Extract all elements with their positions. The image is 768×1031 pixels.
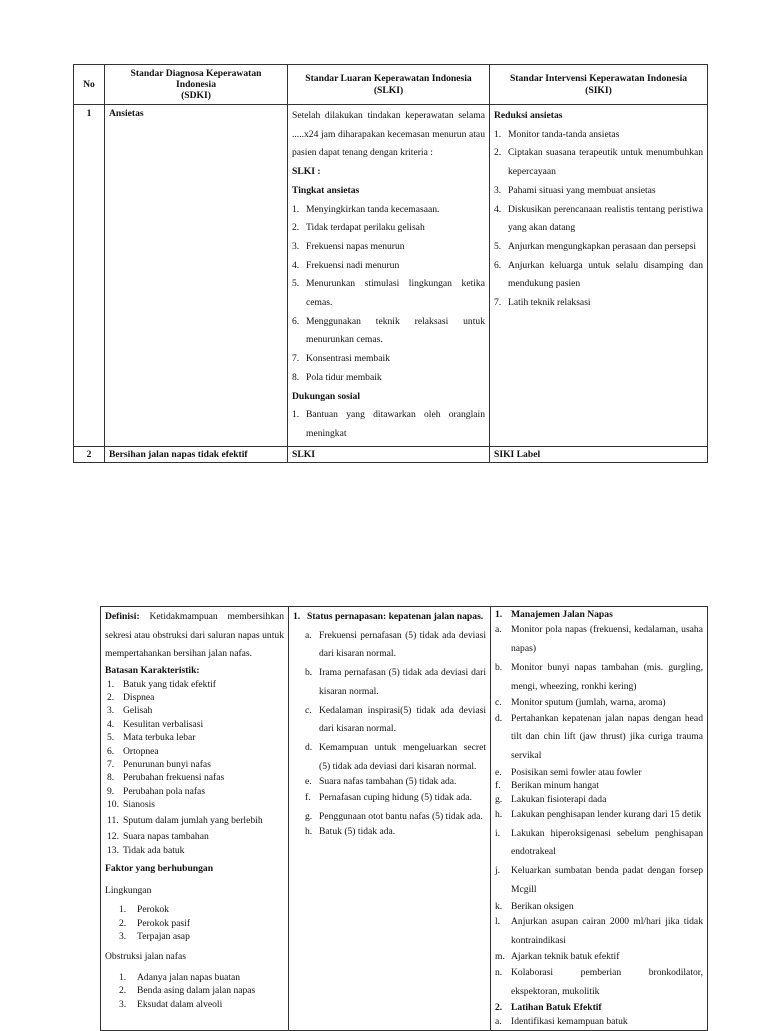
list-item: a. Identifikasi kemampuan batuk [495, 1015, 628, 1027]
list-item: e. Suara nafas tambahan (5) tidak ada. [305, 776, 457, 788]
list-item: l. Anjurkan asupan cairan 2000 ml/hari jika tidak kontraindikasi [495, 915, 703, 946]
list-item: b. Monitor bunyi napas tambahan (mis. gurgling, mengi, wheezing, ronkhi kering) [495, 661, 703, 692]
list-item: 3. Terpajan asap [119, 930, 190, 942]
list-item: 7. Latih teknik relaksasi [494, 297, 591, 309]
slki-label: SLKI : [292, 166, 321, 178]
list-item: 3. Eksudat dalam alveoli [119, 998, 223, 1010]
list-item: 1. Adanya jalan napas buatan [119, 971, 241, 983]
dukungan-sosial-list [292, 406, 485, 443]
obstruksi-label: Obstruksi jalan nafas [105, 951, 186, 963]
list-item: k. Berikan oksigen [495, 900, 574, 912]
obstruksi-list [105, 971, 284, 1011]
table-continued [100, 606, 708, 1031]
latihan-batuk-list [495, 1015, 703, 1028]
slki-cell: SLKI [288, 446, 490, 462]
table-row [101, 607, 708, 1031]
definisi: Definisi: Ketidakmampuan membersihkan sekresi atau obstruksi dari saluran napas untuk mempertahankan bersihan jalan nafas. [105, 611, 284, 660]
lingkungan-list [105, 903, 284, 943]
list-item: g. Lakukan fisioterapi dada [495, 793, 607, 805]
intervention-cell [491, 607, 708, 1031]
list-item: 1. Batuk yang tidak efektif [107, 678, 216, 690]
list-item: 4. Frekuensi nadi menurun [292, 259, 400, 271]
list-item: 2. Tidak terdapat perilaku gelisah [292, 222, 425, 234]
header-no: No [74, 65, 105, 105]
list-item: g. Penggunaan otot bantu nafas (5) tidak ada. [305, 810, 483, 822]
lingkungan-label: Lingkungan [105, 884, 152, 896]
row-number: 1 [74, 105, 105, 447]
list-item: e. Posisikan semi fowler atau fowler [495, 766, 642, 778]
list-item: 6. Ortopnea [107, 745, 159, 757]
list-item: 5. Menurunkan stimulasi lingkungan ketika cemas. [292, 278, 485, 309]
list-item: h. Lakukan penghisapan lender kurang dari 15 detik [495, 809, 702, 821]
list-item: n. Kolaborasi pemberian bronkodilator, ekspektoran, mukolitik [495, 966, 703, 997]
faktor-title: Faktor yang berhubungan [105, 863, 214, 875]
table-row [74, 446, 708, 462]
header-slki: Standar Luaran Keperawatan Indonesia (SLKI) [288, 65, 490, 105]
list-item: f. Berikan minum hangat [495, 780, 599, 792]
list-item: f. Pernafasan cuping hidung (5) tidak ada. [305, 791, 472, 803]
reduksi-ansietas-list [494, 126, 703, 313]
list-item: 2. Dispnea [107, 691, 155, 703]
header-sdki: Standar Diagnosa Keperawatan Indonesia (SDKI) [105, 65, 288, 105]
table-top [73, 64, 708, 463]
row-number: 2 [74, 446, 105, 462]
outcome-cell [289, 607, 491, 1031]
list-item: 8. Pola tidur membaik [292, 371, 382, 383]
list-item: 6. Menggunakan teknik relaksasi untuk menurunkan cemas. [292, 315, 485, 346]
batasan-title: Batasan Karakteristik: [105, 665, 200, 677]
list-item: c. Kedalaman inspirasi(5) tidak ada deviasi dari kisaran normal. [305, 704, 486, 735]
tingkat-ansietas-list [292, 201, 485, 388]
reduksi-ansietas-title: Reduksi ansietas [494, 110, 563, 121]
list-item: 3. Frekuensi napas menurun [292, 240, 405, 252]
list-item: a. Monitor pola napas (frekuensi, kedalaman, usaha napas) [495, 624, 703, 655]
header-siki: Standar Intervensi Keperawatan Indonesia (SIKI) [490, 65, 708, 105]
diagnosis-cell: Bersihan jalan napas tidak efektif [105, 446, 288, 462]
list-item: 5. Mata terbuka lebar [107, 732, 196, 744]
status-pernapasan-list [293, 627, 486, 839]
list-item: i. Lakukan hiperoksigenasi sebelum penghisapan endotrakeal [495, 827, 703, 858]
list-item: 13. Tidak ada batuk [107, 844, 185, 856]
slki-cell [288, 105, 490, 447]
list-item: 2. Benda asing dalam jalan napas [119, 985, 256, 997]
list-item: 2. Ciptakan suasana terapeutik untuk menumbuhkan kepercayaan [494, 147, 703, 178]
list-item: 12. Suara napas tambahan [107, 831, 209, 843]
list-item: j. Keluarkan sumbatan benda padat dengan forsep Mcgill [495, 865, 703, 895]
list-item: c. Monitor sputum (jumlah, warna, aroma) [495, 697, 666, 709]
list-item: 9. Perubahan pola nafas [107, 785, 206, 797]
list-item: 3. Gelisah [107, 705, 153, 717]
manajemen-jalan-napas-list [495, 621, 703, 1001]
latihan-batuk-title: 2. Latihan Batuk Efektif [495, 1002, 602, 1014]
list-item: d. Kemampuan untuk mengeluarkan secret (5) tidak ada deviasi dari kisaran normal. [305, 741, 486, 772]
list-item: 1. Menyingkirkan tanda kecemasaan. [292, 203, 440, 215]
list-item: 3. Pahami situasi yang membuat ansietas [494, 184, 656, 196]
status-pernapasan-title: 1. Status pernapasan: kepatenan jalan napas. [293, 611, 484, 622]
list-item: 10. Sianosis [107, 799, 155, 811]
diagnosis-cell: Ansietas [105, 105, 288, 447]
list-item: h. Batuk (5) tidak ada. [305, 826, 396, 838]
list-item: 7. Konsentrasi membaik [292, 353, 390, 365]
list-item: 2. Perokok pasif [119, 917, 191, 929]
batasan-list [105, 678, 284, 858]
list-item: 8. Perubahan frekuensi nafas [107, 772, 225, 784]
list-item: a. Frekuensi pernafasan (5) tidak ada deviasi dari kisaran normal. [305, 629, 486, 660]
list-item: 11. Sputum dalam jumlah yang berlebih [107, 814, 263, 826]
list-item: 1. Perokok [119, 904, 169, 916]
list-item: 5. Anjurkan mengungkapkan perasaan dan persepsi [494, 240, 697, 252]
table-header-row [74, 65, 708, 105]
list-item: d. Pertahankan kepatenan jalan napas dengan head tilt dan chin lift (jaw thrust) jika curiga trauma servikal [495, 712, 703, 762]
tingkat-ansietas-title: Tingkat ansietas [292, 184, 360, 196]
list-item: 4. Diskusikan perencanaan realistis tentang peristiwa yang akan datang [494, 203, 703, 234]
siki-cell [490, 105, 708, 447]
list-item: 7. Penurunan bunyi nafas [107, 759, 211, 771]
siki-cell: SIKI Label [490, 446, 708, 462]
list-item: 1. Bantuan yang ditawarkan oleh oranglain meningkat [292, 409, 485, 439]
slki-intro: Setelah dilakukan tindakan keperawatan selama .....x24 jam diharapakan kecemasan menurun atau pasien dapat tenang dengan kriteria : [292, 110, 485, 159]
diagnosis-detail-cell [101, 607, 289, 1031]
list-item: 1. Monitor tanda-tanda ansietas [494, 128, 620, 140]
list-item: 4. Kesulitan verbalisasi [107, 718, 204, 730]
list-item: m. Ajarkan teknik batuk efektif [495, 951, 620, 963]
list-item: 6. Anjurkan keluarga untuk selalu disamping dan mendukung pasien [494, 259, 703, 290]
manajemen-jalan-napas-title: 1. Manajemen Jalan Napas [495, 609, 613, 620]
table-row [74, 105, 708, 447]
dukungan-sosial-title: Dukungan sosial [292, 390, 360, 402]
list-item: b. Irama pernafasan (5) tidak ada deviasi dari kisaran normal. [305, 667, 486, 697]
